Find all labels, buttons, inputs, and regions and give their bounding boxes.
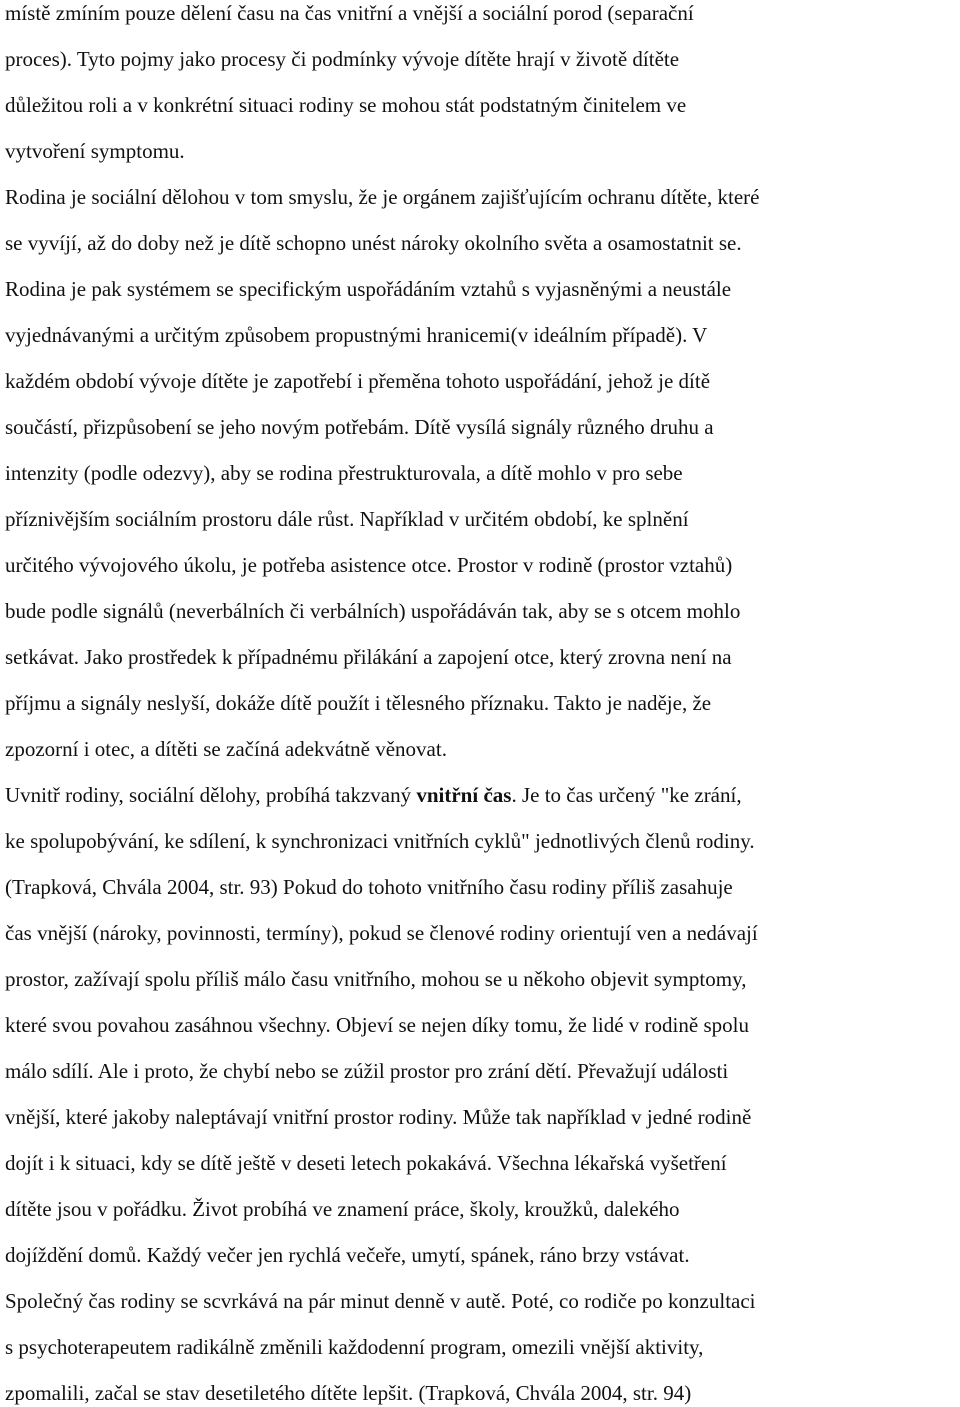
text-line: s psychoterapeutem radikálně změnili každodenní program, omezili vnější aktivity, [5, 1335, 704, 1359]
text-line: důležitou roli a v konkrétní situaci rodiny se mohou stát podstatným činitelem ve [5, 93, 687, 117]
text-line: vyjednávanými a určitým způsobem propustnými hranicemi(v ideálním případě). V [5, 323, 708, 347]
text-line: zpozorní i otec, a dítěti se začíná adekvátně věnovat. [5, 737, 447, 761]
text-line: Rodina je sociální dělohou v tom smyslu, že je orgánem zajišťujícím ochranu dítěte, které [5, 185, 760, 209]
text-line: málo sdílí. Ale i proto, že chybí nebo se zúžil prostor pro zrání dětí. Převažují události [5, 1059, 729, 1083]
text-line: součástí, přizpůsobení se jeho novým potřebám. Dítě vysílá signály různého druhu a [5, 415, 714, 439]
text-segment: Uvnitř rodiny, sociální dělohy, probíhá takzvaný [5, 783, 417, 807]
text-line: se vyvíjí, až do doby než je dítě schopno unést nároky okolního světa a osamostatnit se. [5, 231, 742, 255]
text-line: dítěte jsou v pořádku. Život probíhá ve znamení práce, školy, kroužků, dalekého [5, 1197, 680, 1221]
bold-term: vnitřní čas [416, 783, 512, 807]
text-line: vnější, které jakoby naleptávají vnitřní prostor rodiny. Může tak například v jedné rodině [5, 1105, 752, 1129]
text-line: bude podle signálů (neverbálních či verbálních) uspořádáván tak, aby se s otcem mohlo [5, 599, 741, 623]
text-line: prostor, zažívají spolu příliš málo času vnitřního, mohou se u někoho objevit symptomy, [5, 967, 747, 991]
text-line: zpomalili, začal se stav desetiletého dítěte lepšit. (Trapková, Chvála 2004, str. 94) [5, 1381, 692, 1405]
text-line: intenzity (podle odezvy), aby se rodina přestrukturovala, a dítě mohlo v pro sebe [5, 461, 683, 485]
text-line: proces). Tyto pojmy jako procesy či podmínky vývoje dítěte hrají v životě dítěte [5, 47, 680, 71]
text-line: každém období vývoje dítěte je zapotřebí i přeměna tohoto uspořádání, jehož je dítě [5, 369, 711, 393]
text-line: dojíždění domů. Každý večer jen rychlá večeře, umytí, spánek, ráno brzy vstávat. [5, 1243, 690, 1267]
text-line-with-term [5, 782, 742, 808]
text-line: Společný čas rodiny se scvrkává na pár minut denně v autě. Poté, co rodiče po konzultaci [5, 1289, 756, 1313]
text-line: ke spolupobývání, ke sdílení, k synchronizaci vnitřních cyklů" jednotlivých členů rodiny. [5, 829, 755, 853]
text-line: určitého vývojového úkolu, je potřeba asistence otce. Prostor v rodině (prostor vztahů) [5, 553, 733, 577]
text-line: příjmu a signály neslyší, dokáže dítě použít i tělesného příznaku. Takto je naděje, že [5, 691, 712, 715]
text-line: místě zmíním pouze dělení času na čas vnitřní a vnější a sociální porod (separační [5, 1, 694, 25]
text-line: příznivějším sociálním prostoru dále růst. Například v určitém období, ke splnění [5, 507, 689, 531]
text-line: Rodina je pak systémem se specifickým uspořádáním vztahů s vyjasněnými a neustále [5, 277, 732, 301]
text-line: které svou povahou zasáhnou všechny. Objeví se nejen díky tomu, že lidé v rodině spolu [5, 1013, 749, 1037]
text-line: čas vnější (nároky, povinnosti, termíny), pokud se členové rodiny orientují ven a nedávají [5, 921, 758, 945]
text-segment: . Je to čas určený "ke zrání, [511, 783, 742, 807]
text-line: vytvoření symptomu. [5, 139, 185, 163]
text-line: (Trapková, Chvála 2004, str. 93) Pokud do tohoto vnitřního času rodiny příliš zasahuje [5, 875, 733, 899]
text-line: setkávat. Jako prostředek k případnému přilákání a zapojení otce, který zrovna není na [5, 645, 732, 669]
text-line: dojít i k situaci, kdy se dítě ještě v deseti letech pokakává. Všechna lékařská vyšetření [5, 1151, 727, 1175]
